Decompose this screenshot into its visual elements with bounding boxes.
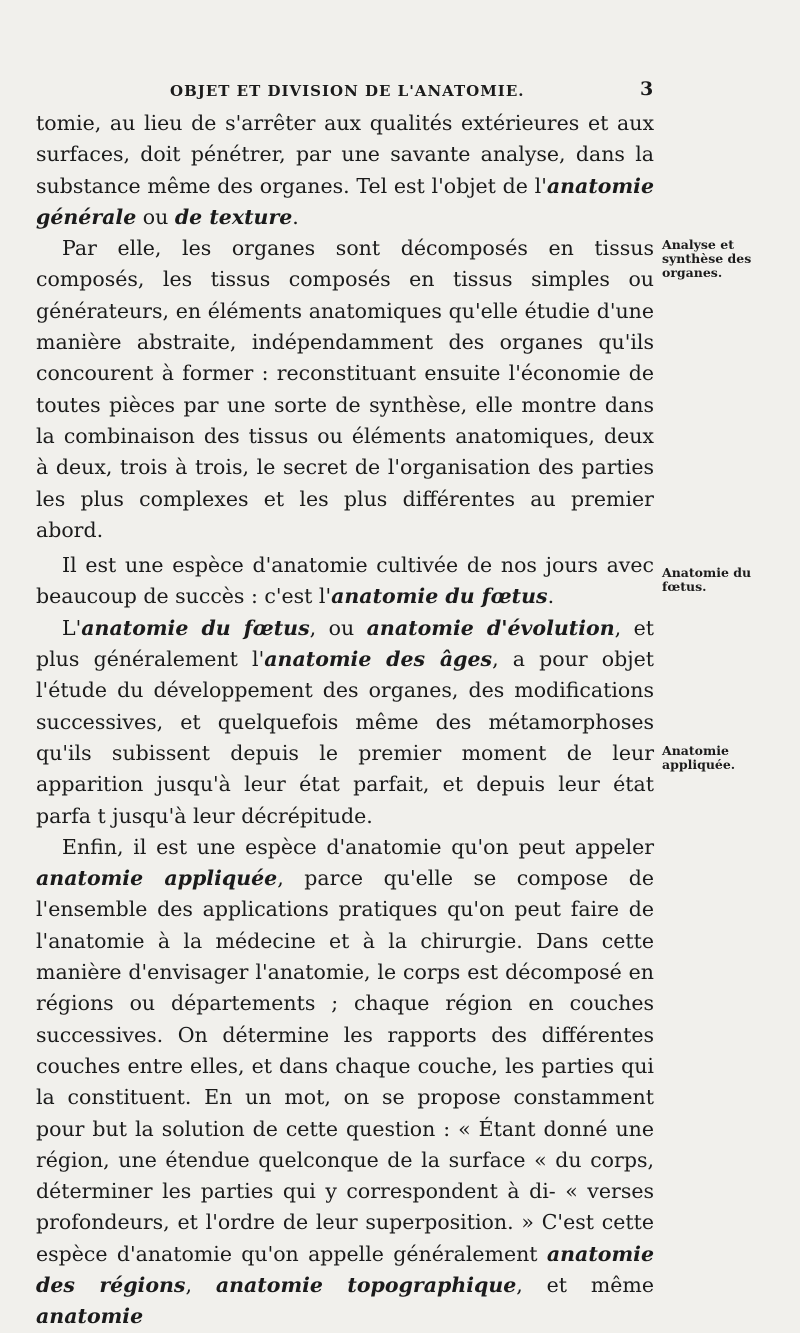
margin-note-analyse: Analyse et synthèse des organes. [662, 237, 752, 280]
paragraph-2: Par elle, les organes sont décomposés en tissus composés, les tissus composés en tissus simples ou générateurs, en éléments anatomiques qu'elle étudie d'une manière abstraite, indépendamment des organes qu'ils concourent à former : reconstituant ensuite l'économie de toutes pièces par une sorte de synthèse, elle montre dans la combinaison des tissus ou éléments anatomiques, deux à deux, trois à trois, le secret de l'organisation des parties les plus complexes et les plus différentes au premier abord. [36, 236, 654, 542]
text-run: Il est une espèce d'anatomie cultivée de nos jours avec beaucoup de succès : c'est l' [36, 553, 654, 609]
page-number: 3 [640, 78, 655, 100]
paragraph-3 [36, 550, 654, 613]
italic-term: anatomie d'évolution [366, 615, 615, 640]
text-run: , et même [516, 1272, 654, 1297]
text-run: tomie, au lieu de s'arrêter aux qualités extérieures et aux surfaces, doit pénétrer, par une savante analyse, dans la substance même des organes. Tel est l'objet de l' [36, 111, 654, 198]
paragraph-5 [36, 832, 654, 1333]
italic-term: anatomie des âges [264, 647, 493, 672]
margin-note-appliquee: Anatomie appliquée. [662, 743, 736, 772]
italic-term: anatomie appliquée [36, 866, 278, 891]
main-text [36, 108, 654, 1333]
text-run: , [185, 1272, 216, 1297]
italic-term: anatomie topographique [215, 1272, 517, 1297]
text-run: , et plus généralement l' [36, 615, 654, 672]
italic-term: anatomie générale [36, 173, 654, 229]
paragraph-4 [36, 613, 654, 832]
margin-note-foetus: Anatomie du fœtus. [662, 565, 752, 594]
text-run: ou [136, 204, 175, 229]
italic-term: anatomie du fœtus [81, 615, 310, 640]
text-run: Enfin, il est une espèce d'anatomie qu'on peut appeler [62, 834, 654, 859]
text-run: , parce qu'elle se compose de l'ensemble des applications pratiques qu'on peut faire de l'anatomie à la médecine et à la chirurgie. Dans cette manière d'envisager l'anatomie, le corps est décomposé en régions ou départements ; chaque région en couches successives. On détermine les rapports des différentes couches entre elles, et dans chaque couche, les parties qui la constituent. En un mot, on se propose constamment pour but la solution de cette question : « Étant donné une région, une étendue quelconque de la surface « du corps, déterminer les parties qui y correspondent à di- « verses profondeurs, et l'ordre de leur superposition. » C'est cette espèce d'anatomie qu'on appelle généralement [36, 866, 654, 1266]
text-run: L' [62, 615, 82, 640]
italic-term: anatomie du fœtus [331, 584, 548, 609]
italic-term: anatomie [36, 1304, 144, 1329]
text-run: . [547, 584, 555, 609]
italic-term: anatomie des régions [36, 1241, 654, 1297]
running-title: OBJET ET DIVISION DE L'ANATOMIE. [170, 82, 525, 100]
italic-term: de texture [174, 204, 293, 229]
text-run: , ou [309, 615, 367, 640]
text-run: . [292, 204, 299, 229]
text-run: , a pour objet l'étude du développement des organes, des modifications successives, et quelquefois même des métamorphoses qu'ils subissent depuis le premier moment de leur apparition jusqu'à leur état parfait, et depuis leur état parfa t jusqu'à leur décrépitude. [36, 647, 654, 828]
paragraph-1 [36, 108, 654, 233]
